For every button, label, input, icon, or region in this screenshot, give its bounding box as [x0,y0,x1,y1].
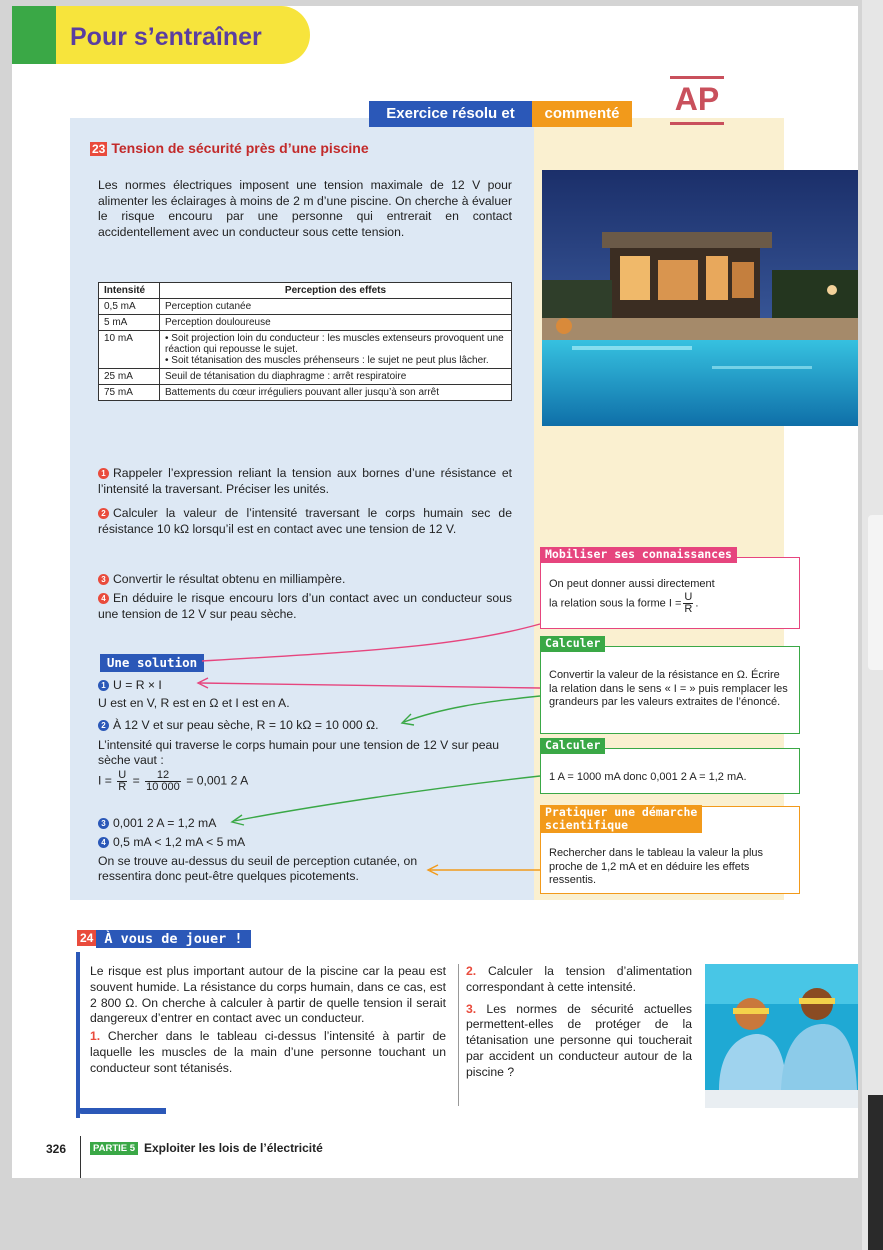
exercise-24-q3: 3. Les normes de sécurité actuelles permettent-elles de protéger de la tétanisation une personne qui toucherait par accident un conducteur autour de la piscine ? [466,1001,692,1079]
exercise-24-col2 [466,964,692,1081]
table-header-effects: Perception des effets [160,283,512,299]
page-title: Pour s’entraîner [70,23,262,51]
resolved-tag: Exercice résolu et [369,101,532,127]
exercise-intro: Les normes électriques imposent une tension maximale de 12 V pour alimenter les éclairages à moins de 2 m d’une piscine. On cherche à évaluer le risque encouru par une personne qui entrerait en contact accidentellement avec un conducteur sous cette tension. [98,178,512,239]
hint-calculer-1: Calculer Convertir la valeur de la résistance en Ω. Écrire la relation dans le sens « I = » puis remplacer les grandeurs par les valeurs extraites de l’énoncé. [540,646,800,734]
table-cell: Battements du cœur irréguliers pouvant aller jusqu’à son arrêt [160,385,512,401]
exercise-24-col1 [90,964,446,1077]
table-cell: Perception cutanée [160,299,512,315]
ap-logo-icon: AP [668,70,726,132]
solution-4: 4 0,5 mA < 1,2 mA < 5 mA [98,835,538,850]
table-cell: 5 mA [99,315,160,331]
column-divider [458,964,459,1106]
exercise-24-bracket-corner [76,1108,166,1114]
hint-demarche: Pratiquer une démarche scientifique Rechercher dans le tableau la valeur la plus proche de 1,2 mA et en déduire les effets ressentis. [540,806,800,894]
solution-tag: Une solution [100,654,204,672]
question-4: 4 En déduire le risque encouru lors d’un contact avec un conducteur sous une tension de 12 V sur peau sèche. [98,591,512,621]
partie-badge: PARTIE 5 [90,1142,138,1155]
page-number: 326 [46,1142,67,1156]
table-cell: 0,5 mA [99,299,160,315]
solution-4-text: On se trouve au-dessus du seuil de perception cutanée, on ressentira donc peut-être quelques picotements. [98,854,418,883]
exercise-24-q1: 1. Chercher dans le tableau ci-dessus l’intensité à partir de laquelle les muscles de la main d’une personne touchant un conducteur sont tétanisés. [90,1029,446,1075]
hint-mobiliser: Mobiliser ses connaissances On peut donner aussi directement la relation sous la forme I = $\frac{U}{R}$ . [540,557,800,629]
table-cell: Seuil de tétanisation du diaphragme : arrêt respiratoire [160,369,512,385]
footer-divider [80,1136,81,1178]
exercise-24-intro: Le risque est plus important autour de la piscine car la peau est souvent humide. La résistance du corps humain, dans ce cas, est 2 800 Ω. On cherche à calculer à partir de quelle tension il serait dangereux d’entrer en contact avec un conducteur. [90,964,446,1026]
commented-tag: commenté [532,101,632,127]
solution-2-text: L’intensité qui traverse le corps humain pour une tension de 12 V sur peau sèche vaut : [98,738,500,767]
exercise-24-q2: 2. Calculer la tension d’alimentation correspondant à cette intensité. [466,964,692,994]
children-pool-photo [705,964,858,1108]
page-edge-tab [868,515,883,670]
table-cell: • Soit projection loin du conducteur : les muscles extenseurs provoquent une réaction qui repousse le sujet. • Soit tétanisation des muscles préhenseurs : le sujet ne peut plus lâcher. [160,331,512,369]
page-edge-dark [868,1095,883,1250]
question-1: 1 Rappeler l’expression reliant la tension aux bornes d’une résistance et l’intensité la traversant. Préciser les unités. [98,466,512,496]
textbook-page [12,6,858,1178]
exercise-24-bracket [76,952,80,1118]
solution-2: 2 À 12 V et sur peau sèche, R = 10 kΩ = 10 000 Ω. [98,718,538,733]
table-cell: 75 mA [99,385,160,401]
table-header-intensity: Intensité [99,283,160,299]
exercise-title: À vous de jouer ! [96,930,250,948]
exercise-title: Tension de sécurité près d’une piscine [111,140,369,156]
hint-calculer-2: Calculer 1 A = 1000 mA donc 0,001 2 A = 1,2 mA. [540,748,800,794]
table-cell: Perception douloureuse [160,315,512,331]
solution-1: 1 U = R × I [98,678,538,693]
solution-2-formula: I = $\frac{U}{R}$ = $\frac{12}{10 000}$ = 0,001 2 A [98,769,249,793]
table-cell: 10 mA [99,331,160,369]
exercise-number: 24 [77,930,96,946]
chapter-title: Exploiter les lois de l’électricité [144,1141,323,1155]
solution-1-units: U est en V, R est en Ω et I est en A. [98,696,290,710]
question-2: 2 Calculer la valeur de l’intensité traversant le corps humain sec de résistance 10 kΩ lorsqu’il est en contact avec une tension de 12 V. [98,506,512,536]
question-3: 3 Convertir le résultat obtenu en milliampère. [98,572,512,588]
solution-3: 3 0,001 2 A = 1,2 mA [98,816,538,831]
exercise-24-heading [77,930,251,950]
exercise-number: 23 [92,142,106,156]
table-cell: 25 mA [99,369,160,385]
